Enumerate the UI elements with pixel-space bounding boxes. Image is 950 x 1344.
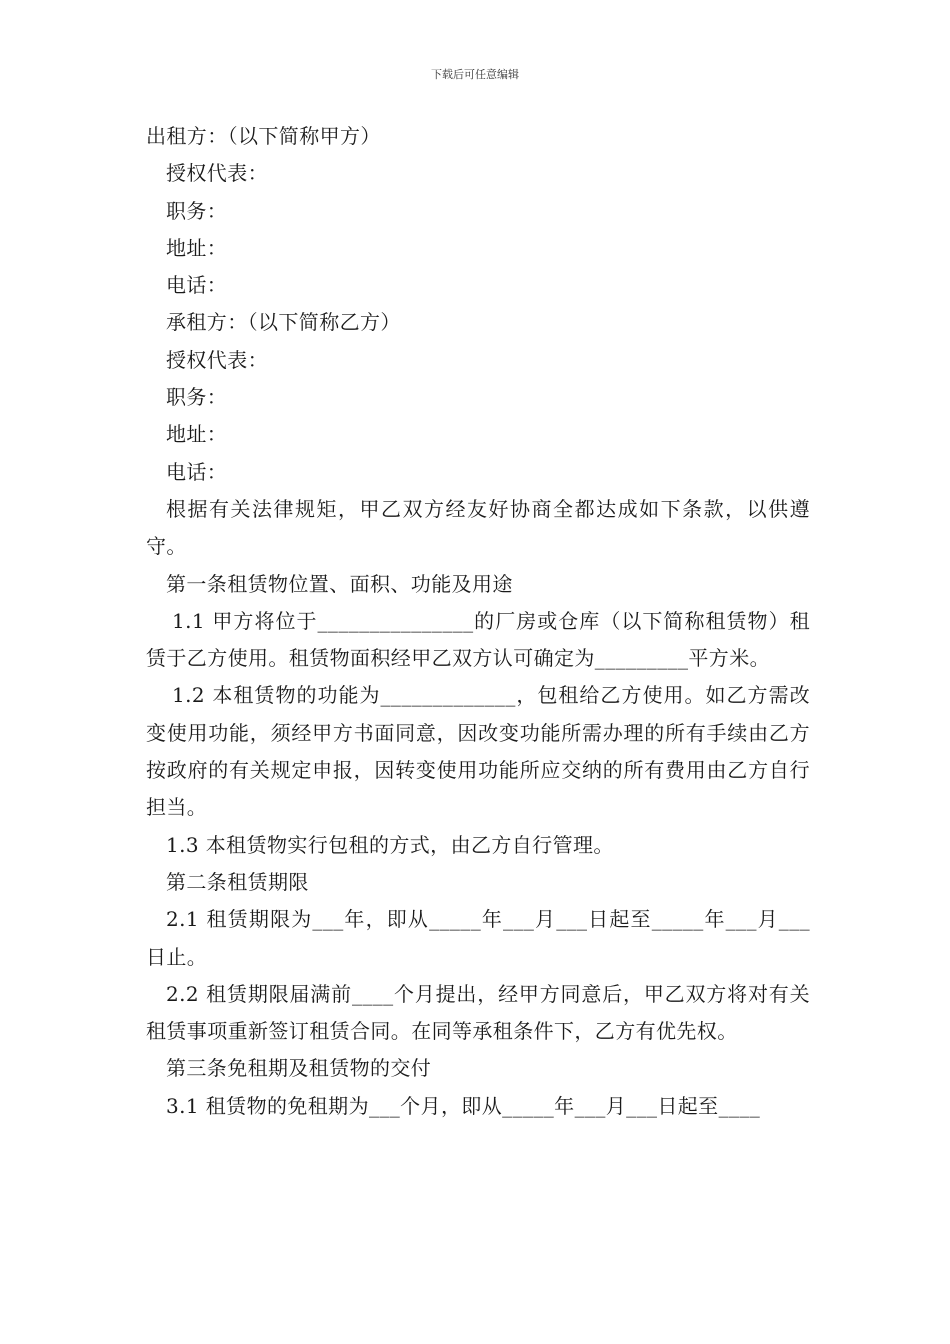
lessor-position-label: 职务： <box>166 198 228 223</box>
clause-1-1: 1.1 甲方将位于_______________的厂房或仓库（以下简称租赁物）租赁于乙方使用。租赁物面积经甲乙双方认可确定为_________平方米。 <box>146 608 810 671</box>
clause-3-1: 3.1 租赁物的免租期为___个月，即从_____年___月___日起至____ <box>166 1093 761 1118</box>
lessee-address-label: 地址： <box>166 422 228 447</box>
lessor-phone-label: 电话： <box>166 273 228 298</box>
header-note: 下载后可任意编辑 <box>431 68 519 81</box>
lessee-rep-label: 授权代表： <box>166 347 268 372</box>
lessee-title: 承租方：（以下简称乙方） <box>166 310 401 335</box>
article-1-heading: 第一条租赁物位置、面积、功能及用途 <box>166 571 513 596</box>
article-2-heading: 第二条租赁期限 <box>166 869 309 894</box>
clause-1-3: 1.3 本租赁物实行包租的方式，由乙方自行管理。 <box>166 832 614 857</box>
clause-2-1: 2.1 租赁期限为___年，即从_____年___月___日起至_____年___月___日止。 <box>146 907 810 969</box>
article-3-heading: 第三条免租期及租赁物的交付 <box>166 1056 432 1081</box>
lessee-position-label: 职务： <box>166 385 228 410</box>
lessor-rep-label: 授权代表： <box>166 161 268 186</box>
lessee-phone-label: 电话： <box>166 459 228 484</box>
clause-1-2: 1.2 本租赁物的功能为_____________，包租给乙方使用。如乙方需改变使用功能，须经甲方书面同意，因改变功能所需办理的所有手续由乙方按政府的有关规定申报，因转变使用功能所应交纳的所有费用由乙方自行担当。 <box>146 683 810 820</box>
lessor-title: 出租方：（以下简称甲方） <box>146 124 381 148</box>
intro-paragraph: 根据有关法律规矩，甲乙双方经友好协商全都达成如下条款，以供遵守。 <box>146 496 810 559</box>
lessor-address-label: 地址： <box>166 235 228 260</box>
clause-2-2: 2.2 租赁期限届满前____个月提出，经甲方同意后，甲乙双方将对有关租赁事项重新签订租赁合同。在同等承租条件下，乙方有优先权。 <box>146 981 810 1044</box>
contract-body <box>146 118 810 1125</box>
